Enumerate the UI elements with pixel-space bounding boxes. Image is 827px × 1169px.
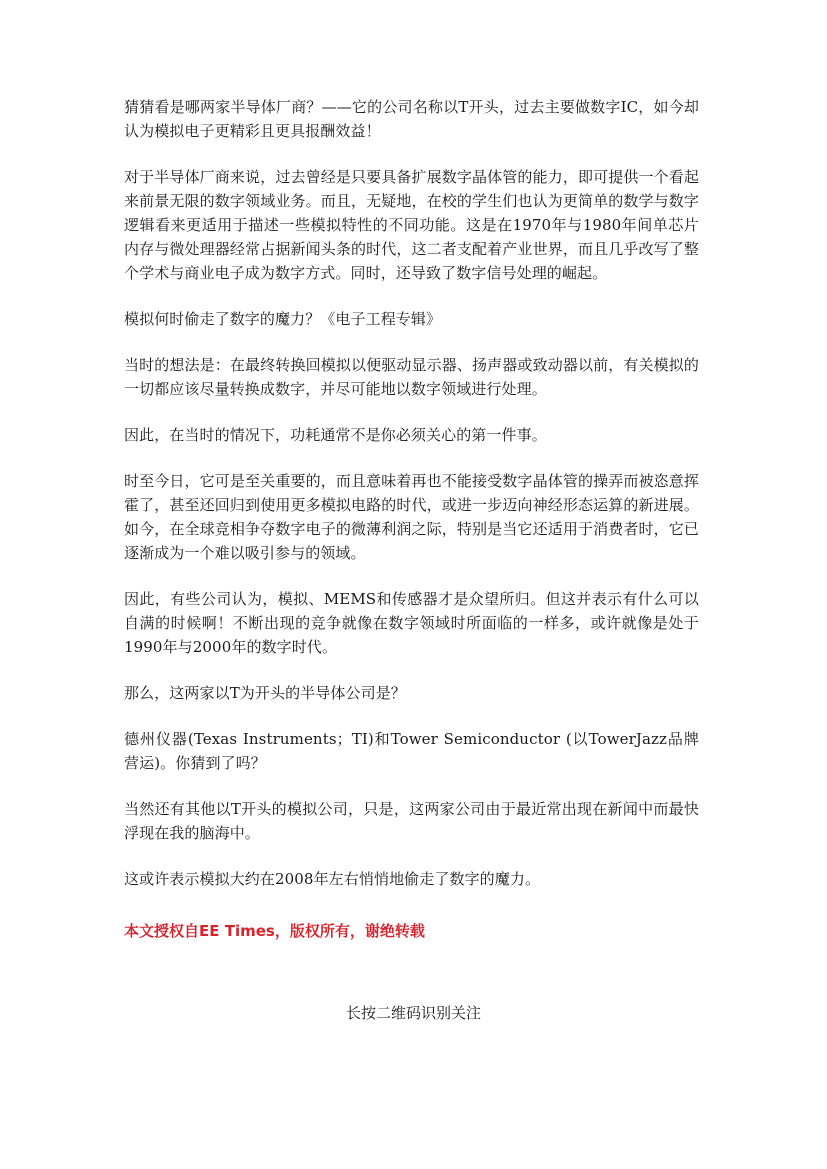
article-body [124,95,699,913]
paragraph-power: 因此，在当时的情况下，功耗通常不是你必须关心的第一件事。 [124,426,547,444]
paragraph-intro: 猜猜看是哪两家半导体厂商？——它的公司名称以T开头，过去主要做数字IC，如今却认为模拟电子更精彩且更具报酬效益！ [124,98,699,140]
paragraph-others: 当然还有其他以T开头的模拟公司，只是，这两家公司由于最近常出现在新闻中而最快浮现在我的脑海中。 [124,800,699,842]
paragraph-past-thinking: 当时的想法是：在最终转换回模拟以便驱动显示器、扬声器或致动器以前，有关模拟的一切都应该尽量转换成数字，并尽可能地以数字领域进行处理。 [124,356,699,398]
paragraph-analog-mems: 因此，有些公司认为，模拟、MEMS和传感器才是众望所归。但这并表示有什么可以自满的时候啊！不断出现的竞争就像在数字领域时所面临的一样多，或许就像是处于1990年与2000年的数字时代。 [124,590,699,656]
paragraph-source-title: 模拟何时偷走了数字的魔力？《电子工程专辑》 [124,310,442,328]
paragraph-conclusion: 这或许表示模拟大约在2008年左右悄悄地偷走了数字的魔力。 [124,870,541,888]
paragraph-question: 那么，这两家以T为开头的半导体公司是？ [124,684,406,702]
paragraph-history: 对于半导体厂商来说，过去曾经是只要具备扩展数字晶体管的能力，即可提供一个看起来前景无限的数字领域业务。而且，无疑地，在校的学生们也认为更简单的数学与数字逻辑看来更适用于描述一些模拟特性的不同功能。这是在1970年与1980年间单芯片内存与微处理器经常占据新闻头条的时代，这二者支配着产业世界，而且几乎改写了整个学术与商业电子成为数字方式。同时，还导致了数字信号处理的崛起。 [124,168,699,282]
copyright-notice: 本文授权自EE Times，版权所有，谢绝转载 [124,922,425,940]
paragraph-answer: 德州仪器(Texas Instruments；TI)和Tower Semiconductor (以TowerJazz品牌营运)。你猜到了吗？ [124,730,699,772]
paragraph-today: 时至今日，它可是至关重要的，而且意味着再也不能接受数字晶体管的操弄而被恣意挥霍了，甚至还回归到使用更多模拟电路的时代，或进一步迈向神经形态运算的新进展。如今，在全球竞相争夺数字电子的微薄利润之际，特别是当它还适用于消费者时，它已逐渐成为一个难以吸引参与的领域。 [124,472,699,562]
qr-caption: 长按二维码识别关注 [345,1004,481,1022]
